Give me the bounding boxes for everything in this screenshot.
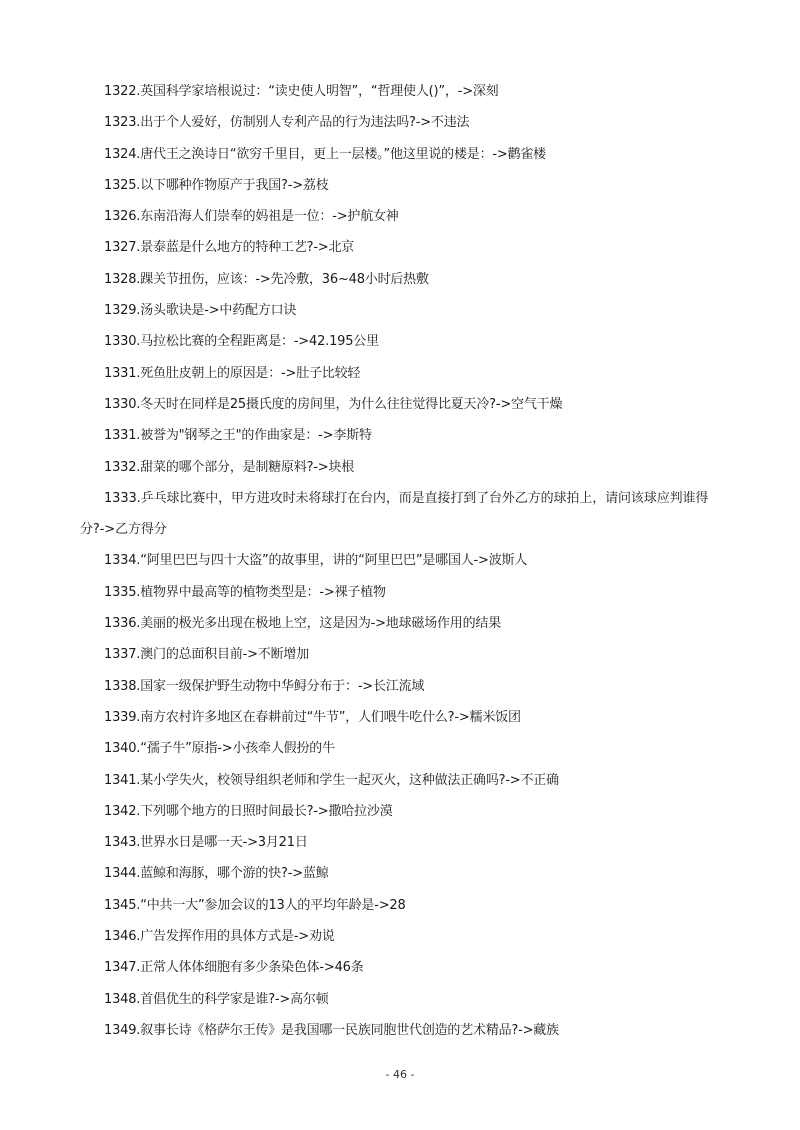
qa-item-1324: 1324.唐代王之涣诗日“欲穷千里目，更上一层楼。”他这里说的楼是：->鹳雀楼 xyxy=(104,146,546,162)
qa-item-1339: 1339.南方农村许多地区在春耕前过“牛节”，人们喂牛吃什么?->糯米饭团 xyxy=(104,709,521,725)
qa-item-1347: 1347.正常人体体细胞有多少条染色体->46条 xyxy=(104,960,364,976)
qa-item-1342: 1342.下列哪个地方的日照时间最长?->撒哈拉沙漠 xyxy=(104,803,393,819)
qa-item-1343: 1343.世界水日是哪一天->3月21日 xyxy=(104,835,308,851)
qa-item-1346: 1346.广告发挥作用的具体方式是->劝说 xyxy=(104,929,335,945)
qa-item-1344: 1344.蓝鲸和海豚，哪个游的快?->蓝鲸 xyxy=(104,866,329,882)
qa-item-1341: 1341.某小学失火，校领导组织老师和学生一起灭火，这种做法正确吗?->不正确 xyxy=(104,772,559,788)
qa-item-1322: 1322.英国科学家培根说过：“读史使人明智”，“哲理使人()”，->深刻 xyxy=(104,84,499,99)
qa-item-1335: 1335.植物界中最高等的植物类型是：->裸子植物 xyxy=(104,584,386,600)
qa-item-1323: 1323.出于个人爱好，仿制别人专利产品的行为违法吗?->不违法 xyxy=(104,115,470,131)
qa-item-1325: 1325.以下哪种作物原产于我国?->荔枝 xyxy=(104,177,329,193)
qa-item-1334: 1334.“阿里巴巴与四十大盗”的故事里，讲的“阿里巴巴”是哪国人->波斯人 xyxy=(104,553,528,569)
qa-item-1337: 1337.澳门的总面积目前->不断增加 xyxy=(104,647,310,663)
qa-item-1332: 1332.甜菜的哪个部分，是制糖原料?->块根 xyxy=(104,459,355,475)
qa-item-1326: 1326.东南沿海人们崇奉的妈祖是一位：->护航女神 xyxy=(104,209,399,225)
qa-list xyxy=(80,76,720,1046)
qa-item-1340: 1340.“孺子牛”原指->小孩牵人假扮的牛 xyxy=(104,741,335,757)
qa-item-1345: 1345.“中共一大”参加会议的13人的平均年龄是->28 xyxy=(104,897,406,913)
page-number: - 46 - xyxy=(385,1068,415,1081)
qa-item-1336: 1336.美丽的极光多出现在极地上空，这是因为->地球磁场作用的结果 xyxy=(104,616,502,632)
qa-item-1348: 1348.首倡优生的科学家是谁?->高尔顿 xyxy=(104,991,329,1007)
qa-item-1329: 1329.汤头歌诀是->中药配方口诀 xyxy=(104,303,297,319)
qa-item-1338: 1338.国家一级保护野生动物中华鲟分布于：->长江流域 xyxy=(104,678,425,694)
qa-item-1333: 1333.乒乓球比赛中，甲方进攻时未将球打在台内，而是直接打到了台外乙方的球拍上，请问该球应判谁得分?->乙方得分 xyxy=(80,490,709,538)
qa-item-1327: 1327.景泰蓝是什么地方的特种工艺?->北京 xyxy=(104,240,355,256)
qa-item-1330-b: 1330.冬天时在同样是25摄氏度的房间里，为什么往往觉得比夏天冷?->空气干燥 xyxy=(104,396,563,412)
qa-item-1328: 1328.踝关节扭伤，应该：->先冷敷，36~48小时后热敷 xyxy=(104,271,429,287)
qa-item-1330-a: 1330.马拉松比赛的全程距离是：->42.195公里 xyxy=(104,334,379,350)
qa-item-1349: 1349.叙事长诗《格萨尔王传》是我国哪一民族同胞世代创造的艺术精品?->藏族 xyxy=(104,1022,559,1038)
qa-item-1331-b: 1331.被誉为"钢琴之王"的作曲家是：->李斯特 xyxy=(104,428,372,444)
qa-item-1331-a: 1331.死鱼肚皮朝上的原因是：->肚子比较轻 xyxy=(104,365,361,381)
